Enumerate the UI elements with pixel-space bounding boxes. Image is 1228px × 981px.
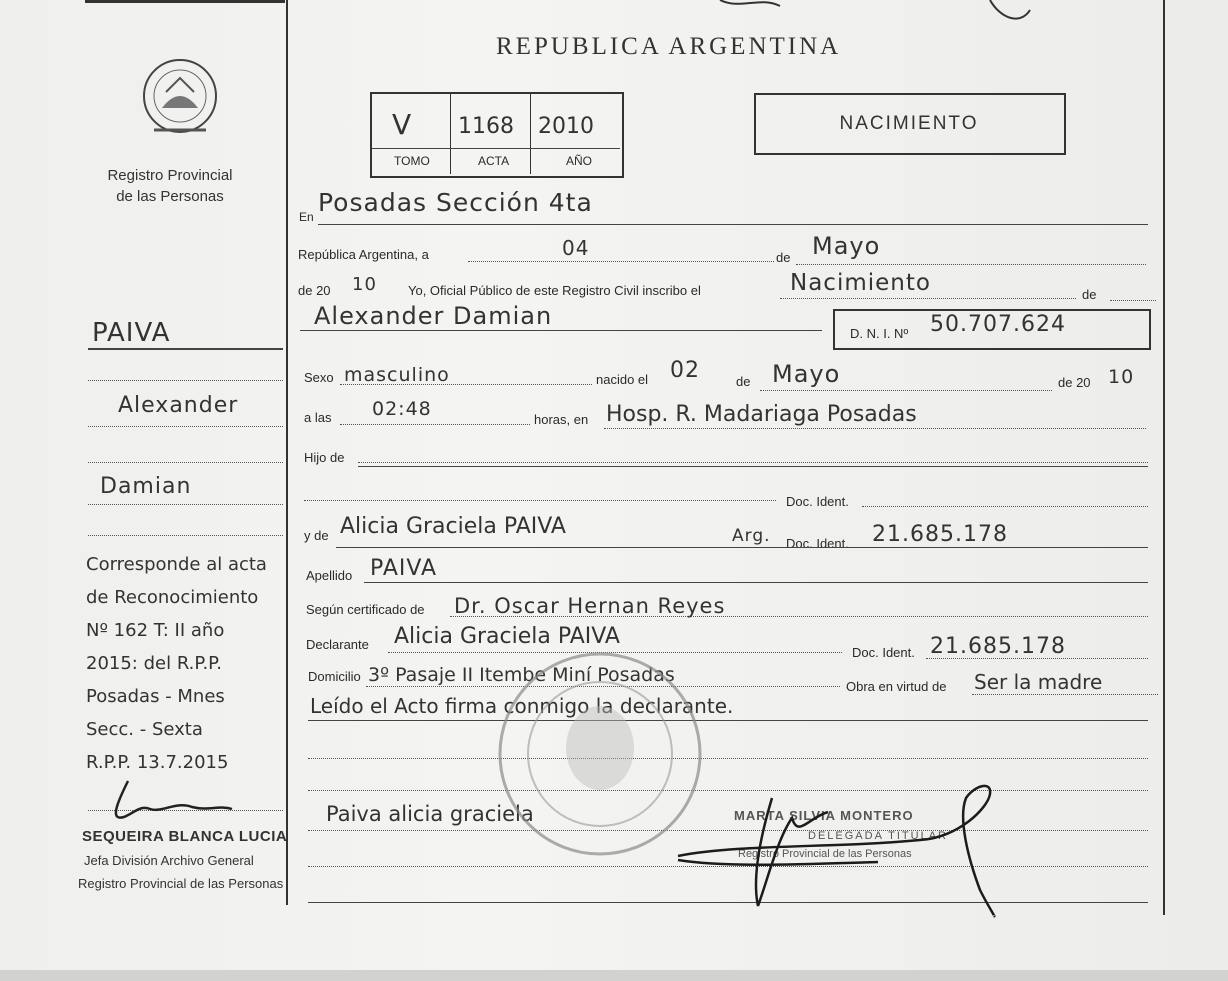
birth-de-label: de xyxy=(736,374,751,389)
doc-ident-label: Doc. Ident. xyxy=(786,494,849,509)
margin-name1: Alexander xyxy=(118,393,239,418)
apellido-label: Apellido xyxy=(306,568,353,583)
apellido-value: PAIVA xyxy=(370,556,438,581)
book-divider xyxy=(530,92,531,174)
official-name: SEQUEIRA BLANCA LUCIA xyxy=(82,828,288,845)
form-rule xyxy=(862,506,1148,507)
margin-name2: Damian xyxy=(100,474,192,499)
doc-ident-label-3: Doc. Ident. xyxy=(852,645,915,660)
mother-doc: 21.685.178 xyxy=(872,522,1008,547)
form-rule xyxy=(604,428,1146,429)
sexo-label: Sexo xyxy=(304,370,334,385)
form-rule xyxy=(780,298,1076,299)
official-org: Registro Provincial de las Personas xyxy=(78,876,284,891)
acta-value: 1168 xyxy=(458,114,514,139)
margin-note-line: 2015: del R.P.P. xyxy=(86,653,222,674)
place-value: Hosp. R. Madariaga Posadas xyxy=(606,402,917,427)
form-rule xyxy=(760,390,1052,391)
nacido-label: nacido el xyxy=(596,372,649,387)
certificado-value: Dr. Oscar Hernan Reyes xyxy=(454,594,726,618)
form-rule xyxy=(468,261,774,262)
form-rule xyxy=(300,330,822,331)
declarante-doc: 21.685.178 xyxy=(930,634,1066,659)
leido-value: Leído el Acto firma conmigo la declarante. xyxy=(310,694,734,718)
day-value: 04 xyxy=(562,236,590,260)
declarante-label: Declarante xyxy=(306,637,369,652)
anio-label: AÑO xyxy=(566,154,593,168)
margin-note-line: R.P.P. 13.7.2015 xyxy=(86,752,229,773)
form-rule xyxy=(926,658,1148,659)
margin-note-line: Secc. - Sexta xyxy=(86,719,203,740)
mother-value: Alicia Graciela PAIVA xyxy=(340,514,566,539)
de-label: de xyxy=(776,250,791,265)
top-scribble xyxy=(700,0,1060,30)
margin-rule xyxy=(88,462,283,463)
form-rule xyxy=(1110,300,1156,301)
provincial-seal-logo xyxy=(136,50,224,148)
en-value: Posadas Sección 4ta xyxy=(318,188,593,217)
form-rule xyxy=(336,547,1148,548)
form-rule xyxy=(358,466,1148,467)
official-title: Jefa División Archivo General xyxy=(84,853,254,868)
sexo-value: masculino xyxy=(344,364,450,386)
republica-label: República Argentina, a xyxy=(298,247,429,262)
tomo-label: TOMO xyxy=(394,154,430,168)
birth-year: 10 xyxy=(1108,366,1135,388)
doc-ident-label-2: Doc. Ident. xyxy=(786,536,849,551)
form-rule xyxy=(304,500,776,501)
record-type: NACIMIENTO xyxy=(839,113,979,134)
year-prefix: de 20 xyxy=(298,283,331,298)
delegate-org: Registro Provincial de las Personas xyxy=(738,848,912,860)
acta-label: ACTA xyxy=(478,154,510,168)
tomo-value: V xyxy=(392,108,413,141)
horas-label: horas, en xyxy=(534,412,589,427)
full-name: Alexander Damian xyxy=(314,302,553,330)
dni-value: 50.707.624 xyxy=(930,312,1066,337)
yde-label: y de xyxy=(304,528,329,543)
year-value: 10 xyxy=(352,274,377,295)
yo-label: Yo, Oficial Público de este Registro Civil inscribo el xyxy=(408,283,701,298)
margin-rule xyxy=(88,426,283,427)
delegate-signature xyxy=(668,778,1008,928)
domicilio-label: Domicilio xyxy=(308,669,361,684)
form-rule xyxy=(308,720,1148,721)
form-rule xyxy=(364,582,1148,583)
margin-note-line: de Reconocimiento xyxy=(86,587,259,608)
anio-value: 2010 xyxy=(538,114,594,139)
birth-month: Mayo xyxy=(772,360,841,388)
form-rule xyxy=(340,424,530,425)
form-rule xyxy=(796,264,1146,265)
domicilio-value: 3º Pasaje II Itembe Miní Posadas xyxy=(368,664,675,686)
inscribo-value: Nacimiento xyxy=(790,270,931,296)
dni-label: D. N. I. Nº xyxy=(850,326,909,341)
obra-value: Ser la madre xyxy=(974,670,1103,694)
hijo-label: Hijo de xyxy=(304,450,345,465)
form-rule xyxy=(318,224,1148,225)
margin-rule xyxy=(88,535,283,536)
de-label-2: de xyxy=(1082,287,1097,302)
margin-note-line: Corresponde al acta xyxy=(86,554,267,575)
form-rule xyxy=(972,694,1158,695)
declarant-signature: Paiva alicia graciela xyxy=(326,802,534,826)
document-title: REPUBLICA ARGENTINA xyxy=(496,33,842,60)
left-top-rule xyxy=(85,0,285,3)
margin-note-line: Nº 162 T: II año xyxy=(86,620,225,641)
book-divider xyxy=(372,148,620,149)
en-label: En xyxy=(299,210,314,224)
registry-name: Registro Provincial de las Personas xyxy=(107,167,233,205)
obra-label: Obra en virtud de xyxy=(846,679,947,694)
delegate-title: DELEGADA TITULAR xyxy=(808,830,948,842)
margin-note-line: Posadas - Mnes xyxy=(86,686,225,707)
form-rule xyxy=(450,616,1148,617)
margin-note xyxy=(86,548,267,779)
month-value: Mayo xyxy=(812,232,881,260)
form-rule xyxy=(358,462,1148,463)
segun-label: Según certificado de xyxy=(306,602,425,617)
alas-label: a las xyxy=(304,410,332,425)
birth-year-prefix: de 20 xyxy=(1058,375,1091,390)
right-border xyxy=(1163,0,1165,915)
margin-rule xyxy=(88,380,283,381)
margin-surname: PAIVA xyxy=(92,318,171,348)
form-rule xyxy=(308,758,1148,759)
birth-day: 02 xyxy=(670,358,700,383)
declarante-value: Alicia Graciela PAIVA xyxy=(394,624,620,649)
form-rule xyxy=(340,384,592,385)
margin-signature xyxy=(100,775,240,830)
margin-rule xyxy=(88,504,283,505)
delegate-name: MARTA SILVIA MONTERO xyxy=(734,808,914,823)
time-value: 02:48 xyxy=(372,398,432,420)
book-divider xyxy=(450,92,451,174)
left-column-divider xyxy=(286,0,288,905)
margin-rule xyxy=(88,348,283,350)
mother-nationality: Arg. xyxy=(732,526,771,546)
